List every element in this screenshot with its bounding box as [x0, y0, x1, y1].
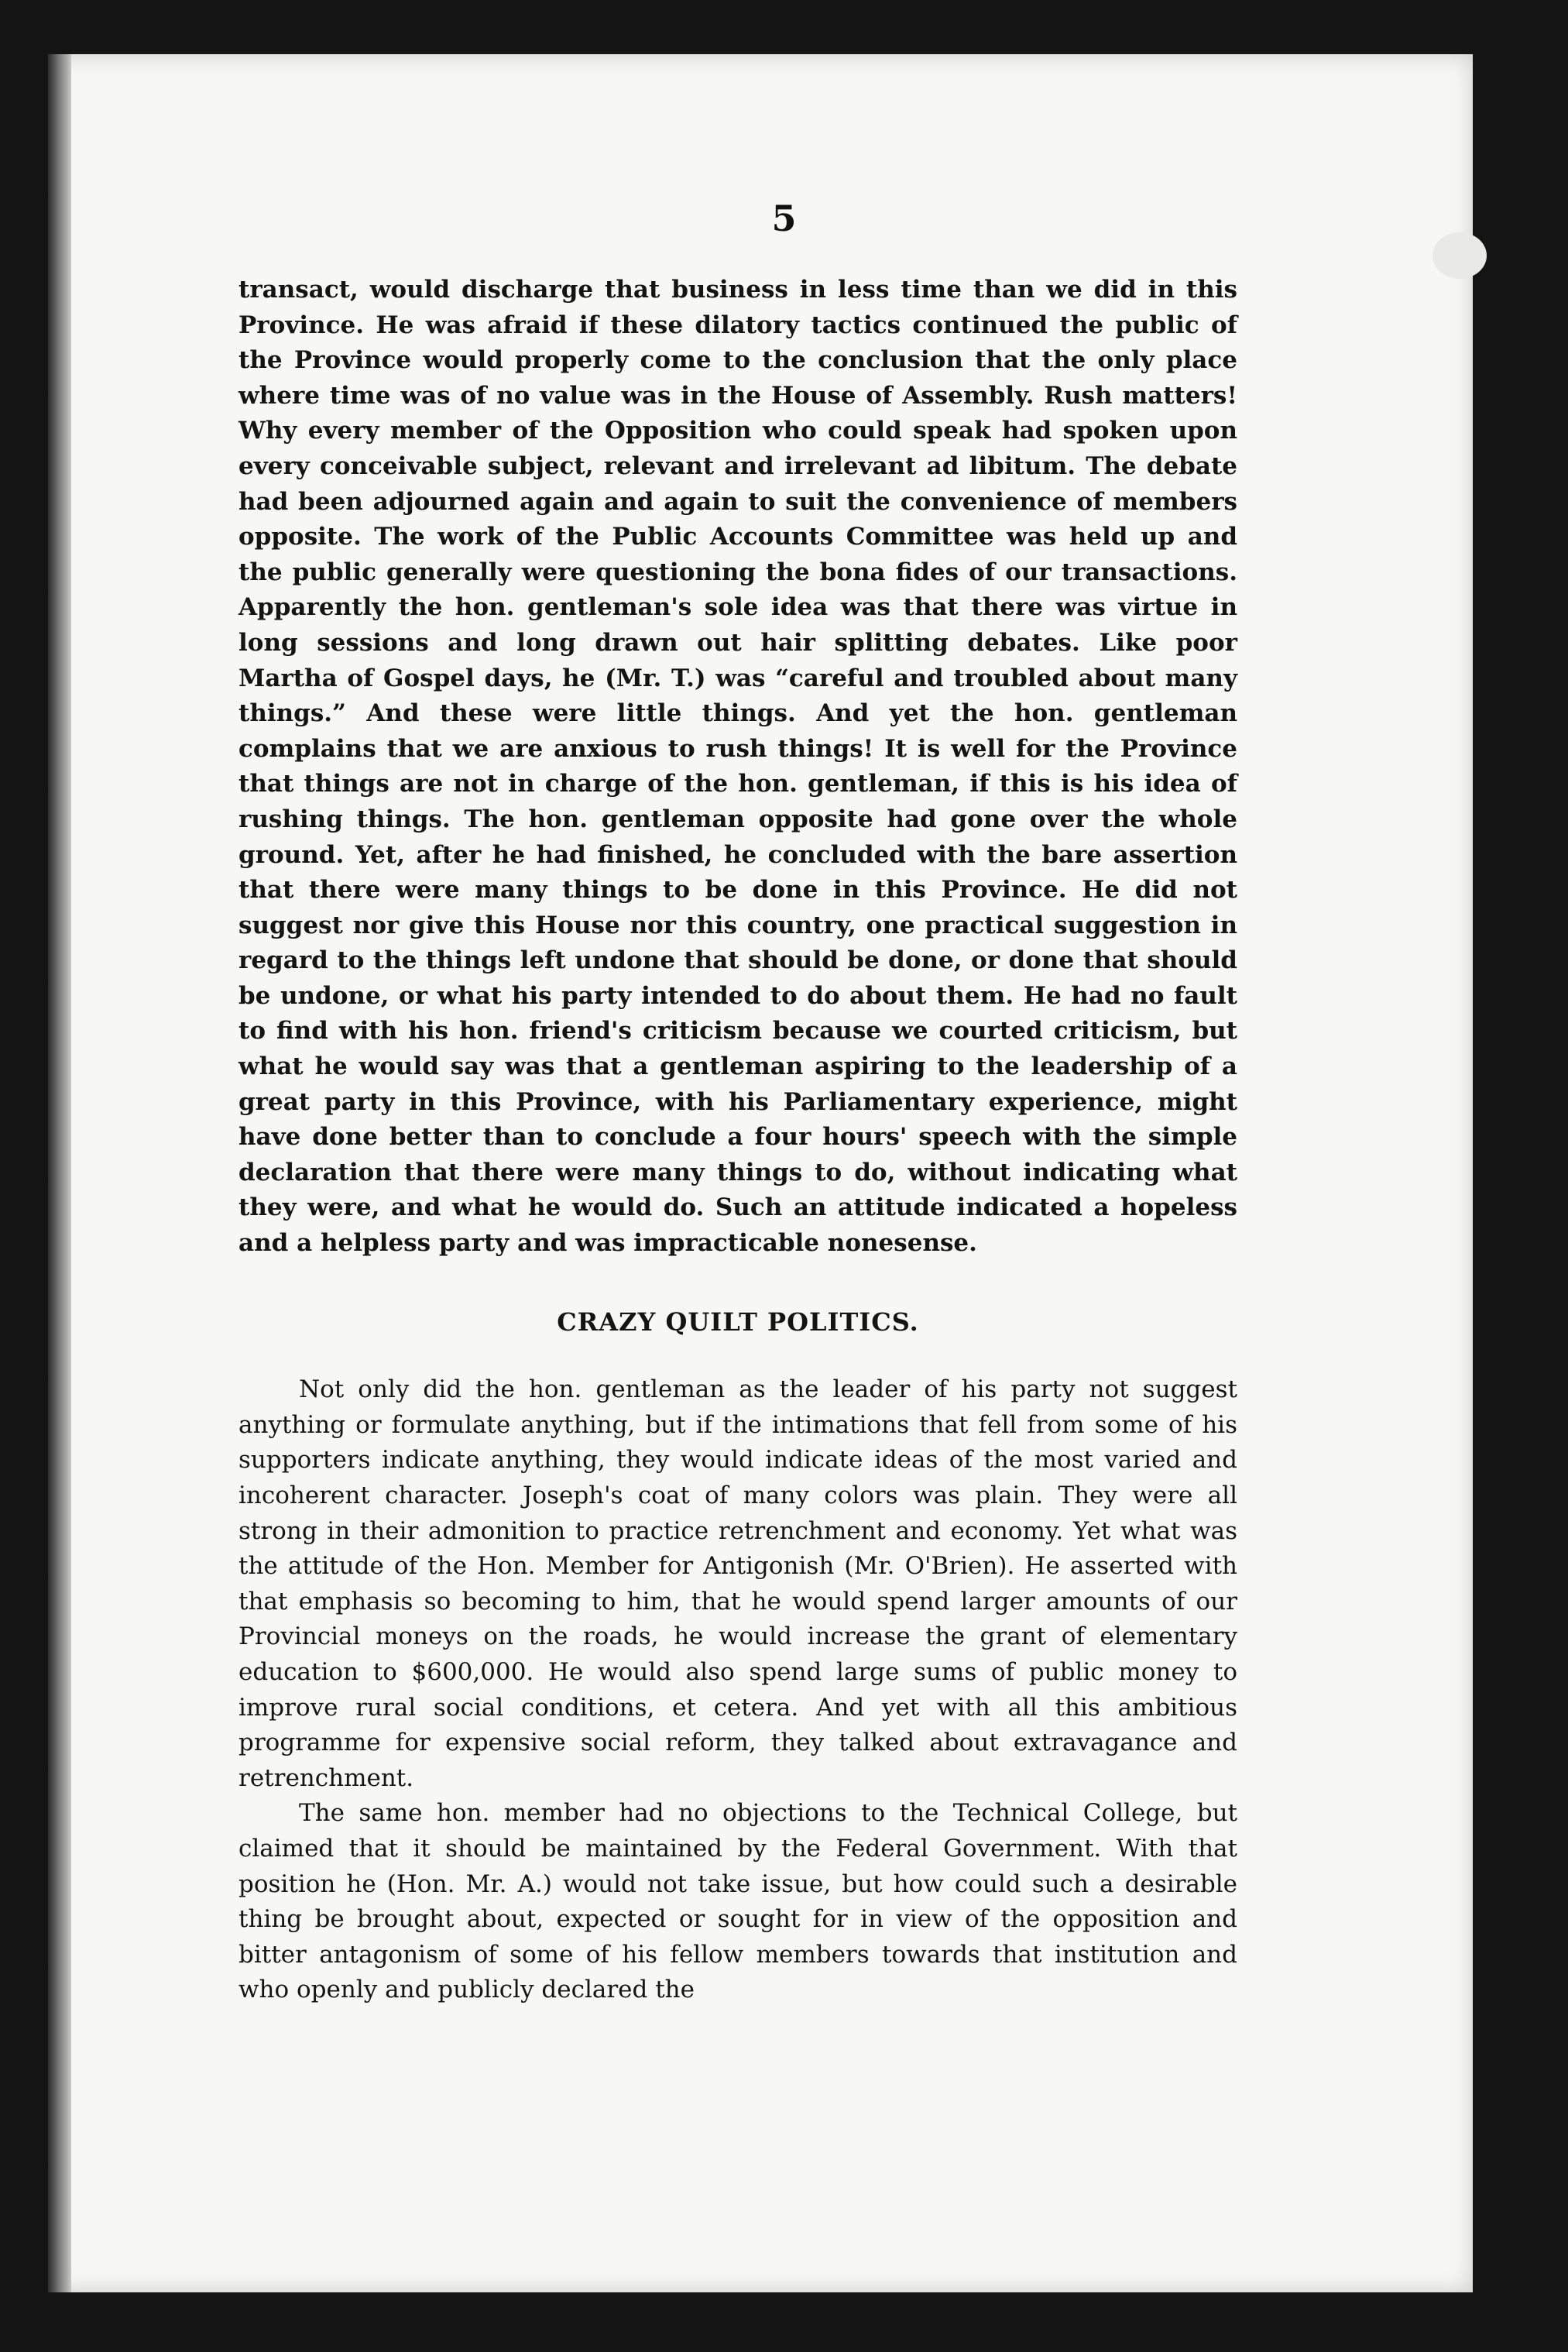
document-body — [238, 273, 1237, 2008]
page-number: 5 — [771, 197, 797, 239]
paragraph: Not only did the hon. gentleman as the leader of his party not suggest anything or formulate anything, but if the intimations that fell from some of his supporters indicate anything, they would indicate ideas of the most varied and incoherent character. Joseph's coat of many colors was plain. They were all strong in their admonition to practice retrenchment and economy. Yet what was the attitude of the Hon. Member for Antigonish (Mr. O'Brien). He asserted with that emphasis so becoming to him, that he would spend larger amounts of our Provincial moneys on the roads, he would increase the grant of elementary education to $600,000. He would also spend large sums of public money to improve rural social conditions, et cetera. And yet with all this ambitious programme for expensive social reform, they talked about extravagance and retrenchment. — [238, 1375, 1237, 1792]
paper-damage-speck — [1432, 232, 1487, 279]
section-heading: CRAZY QUILT POLITICS. — [557, 1306, 919, 1337]
page-binding-edge — [48, 54, 71, 2292]
paragraph: transact, would discharge that business in less time than we did in this Province. He was afraid if these dilatory tactics continued the public of the Province would properly come to the conclusion that the only place where time was of no value was in the House of Assembly. Rush matters! Why every member of the Opposition who could speak had spoken upon every conceivable subject, relevant and irrelevant ad libitum. The debate had been adjourned again and again to suit the convenience of members opposite. The work of the Public Accounts Committee was held up and the public generally were questioning the bona fides of our transactions. Apparently the hon. gentleman's sole idea was that there was virtue in long sessions and long drawn out hair splitting debates. Like poor Martha of Gospel days, he (Mr. T.) was “careful and troubled about many things.” And these were little things. And yet the hon. gentleman complains that we are anxious to rush things! It is well for the Province that things are not in charge of the hon. gentleman, if this is his idea of rushing things. The hon. gentleman opposite had gone over the whole ground. Yet, after he had finished, he concluded with the bare assertion that there were many things to be done in this Province. He did not suggest nor give this House nor this country, one practical suggestion in regard to the things left undone that should be done, or done that should be undone, or what his party intended to do about them. He had no fault to find with his hon. friend's criticism because we courted criticism, but what he would say was that a gentleman aspiring to the leadership of a great party in this Province, with his Parliamentary experience, might have done better than to conclude a four hours' speech with the simple declaration that there were many things to do, without indicating what they were, and what he would do. Such an attitude indicated a hopeless and a helpless party and was impracticable nonesense. — [238, 276, 1237, 1258]
paragraph: The same hon. member had no objections to the Technical College, but claimed that it should be maintained by the Federal Government. With that position he (Hon. Mr. A.) would not take issue, but how could such a desirable thing be brought about, expected or sought for in view of the opposition and bitter antagonism of some of his fellow members towards that institution and who openly and publicly declared the — [238, 1799, 1237, 2004]
